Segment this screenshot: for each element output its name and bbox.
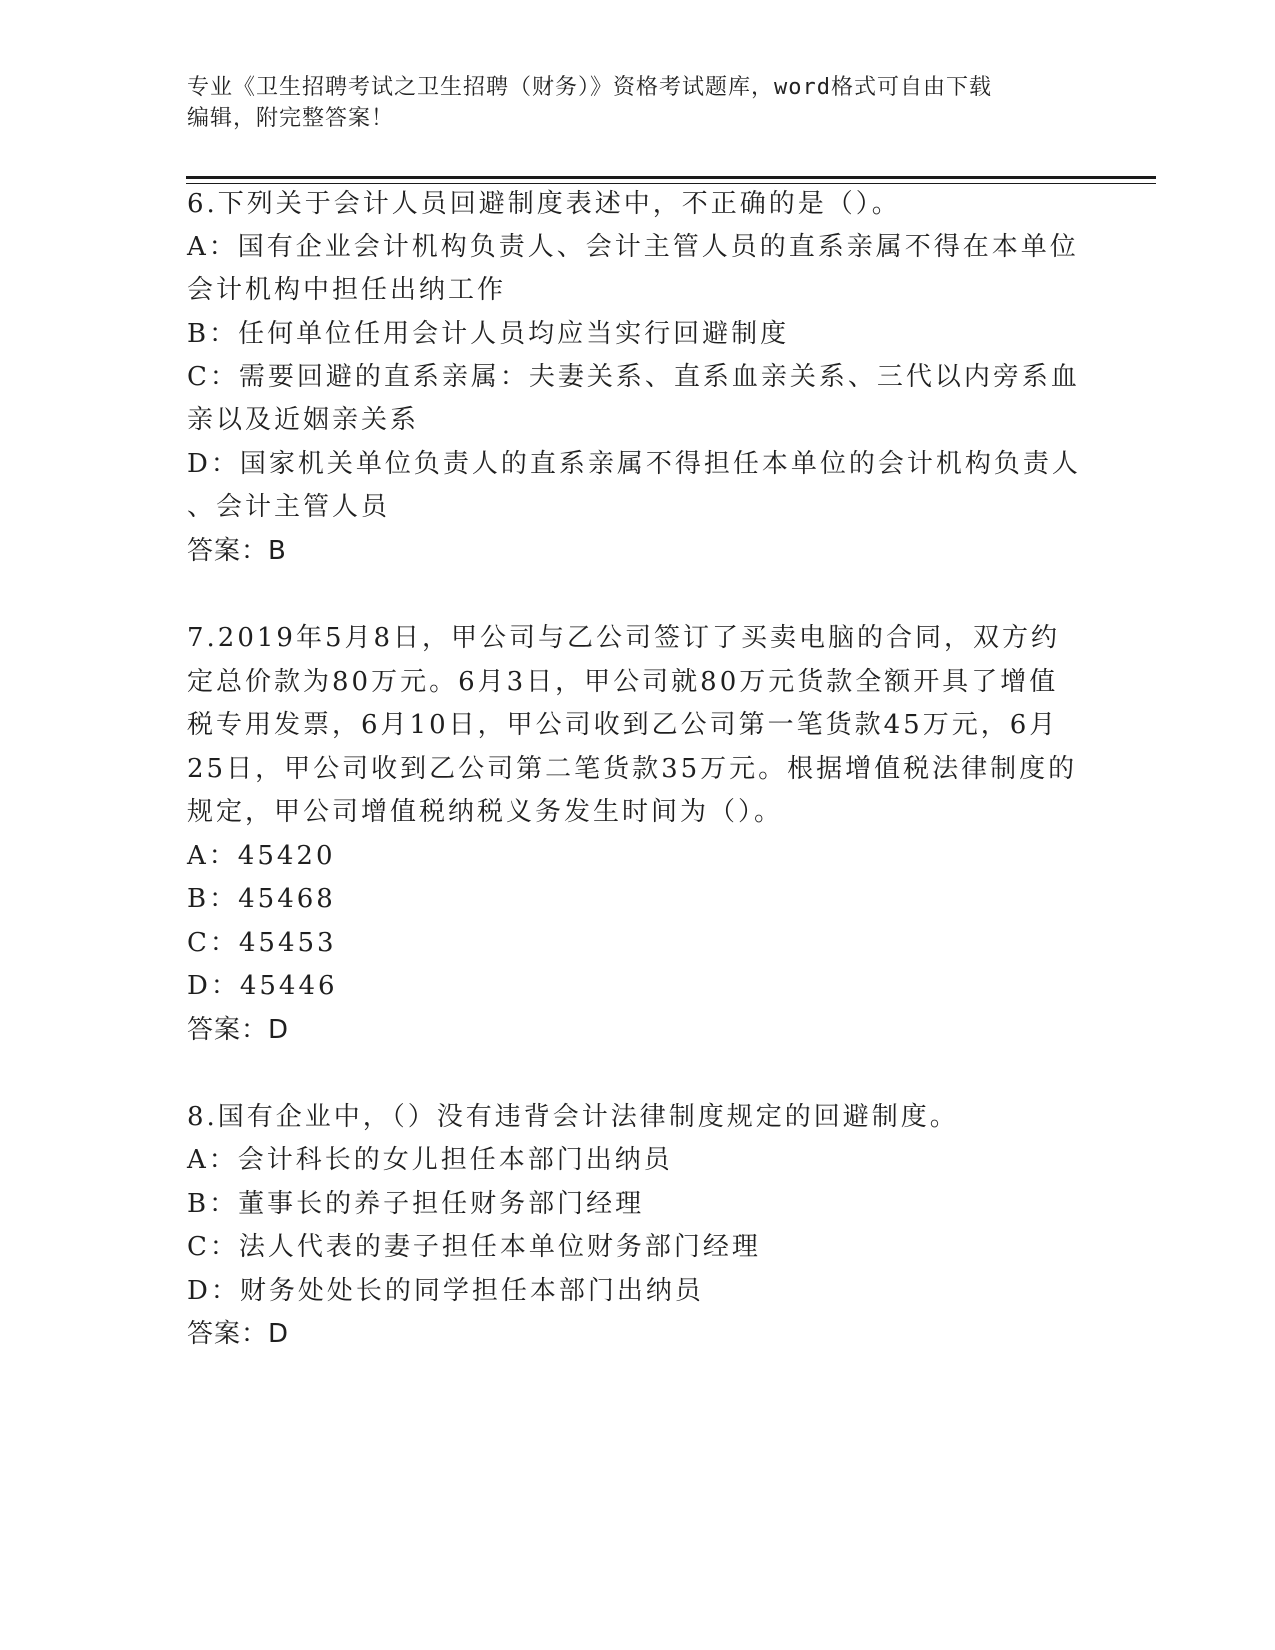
question-7-option-c: C：45453 — [187, 928, 337, 958]
question-7-stem-5: 规定，甲公司增值税纳税义务发生时间为（）。 — [187, 797, 784, 827]
question-8-answer: 答案：D — [187, 1319, 290, 1349]
question-7-stem-4: 25日，甲公司收到乙公司第二笔货款35万元。根据增值税法律制度的 — [187, 754, 1078, 784]
question-8-option-c: C：法人代表的妻子担任本单位财务部门经理 — [187, 1232, 761, 1262]
question-7-option-a: A：45420 — [187, 841, 336, 871]
question-6-option-d-cont: 、会计主管人员 — [187, 492, 391, 522]
question-7-option-d: D：45446 — [187, 971, 338, 1001]
question-6-answer: 答案：B — [187, 536, 287, 566]
question-6-stem: 6.下列关于会计人员回避制度表述中，不正确的是（）。 — [187, 189, 901, 219]
question-6-option-c: C：需要回避的直系亲属：夫妻关系、直系血亲关系、三代以内旁系血 — [187, 362, 1080, 392]
question-7-stem-2: 定总价款为80万元。6月3日，甲公司就80万元货款全额开具了增值 — [187, 667, 1059, 697]
question-6-option-b: B：任何单位任用会计人员均应当实行回避制度 — [187, 319, 790, 349]
question-6-option-a-cont: 会计机构中担任出纳工作 — [187, 275, 507, 305]
question-6-option-d: D：国家机关单位负责人的直系亲属不得担任本单位的会计机构负责人 — [187, 449, 1081, 479]
question-7-stem-1: 7.2019年5月8日，甲公司与乙公司签订了买卖电脑的合同，双方约 — [187, 623, 1061, 653]
question-6-option-a: A：国有企业会计机构负责人、会计主管人员的直系亲属不得在本单位 — [187, 232, 1079, 262]
header-divider-thick — [186, 176, 1156, 179]
question-7-answer: 答案：D — [187, 1015, 290, 1045]
question-8-option-b: B：董事长的养子担任财务部门经理 — [187, 1189, 645, 1219]
question-7-stem-3: 税专用发票，6月10日，甲公司收到乙公司第一笔货款45万元，6月 — [187, 710, 1059, 740]
header-divider-thin — [186, 183, 1156, 184]
document-header — [187, 72, 1067, 134]
question-7-option-b: B：45468 — [187, 884, 336, 914]
question-8-option-d: D：财务处处长的同学担任本部门出纳员 — [187, 1276, 704, 1306]
header-line-2: 编辑，附完整答案！ — [187, 106, 395, 131]
header-line-1: 专业《卫生招聘考试之卫生招聘（财务）》资格考试题库，word格式可自由下载 — [187, 75, 992, 100]
question-6-option-c-cont: 亲以及近姻亲关系 — [187, 405, 420, 435]
question-8-option-a: A：会计科长的女儿担任本部门出纳员 — [187, 1145, 673, 1175]
question-8-stem: 8.国有企业中，（）没有违背会计法律制度规定的回避制度。 — [187, 1102, 959, 1132]
